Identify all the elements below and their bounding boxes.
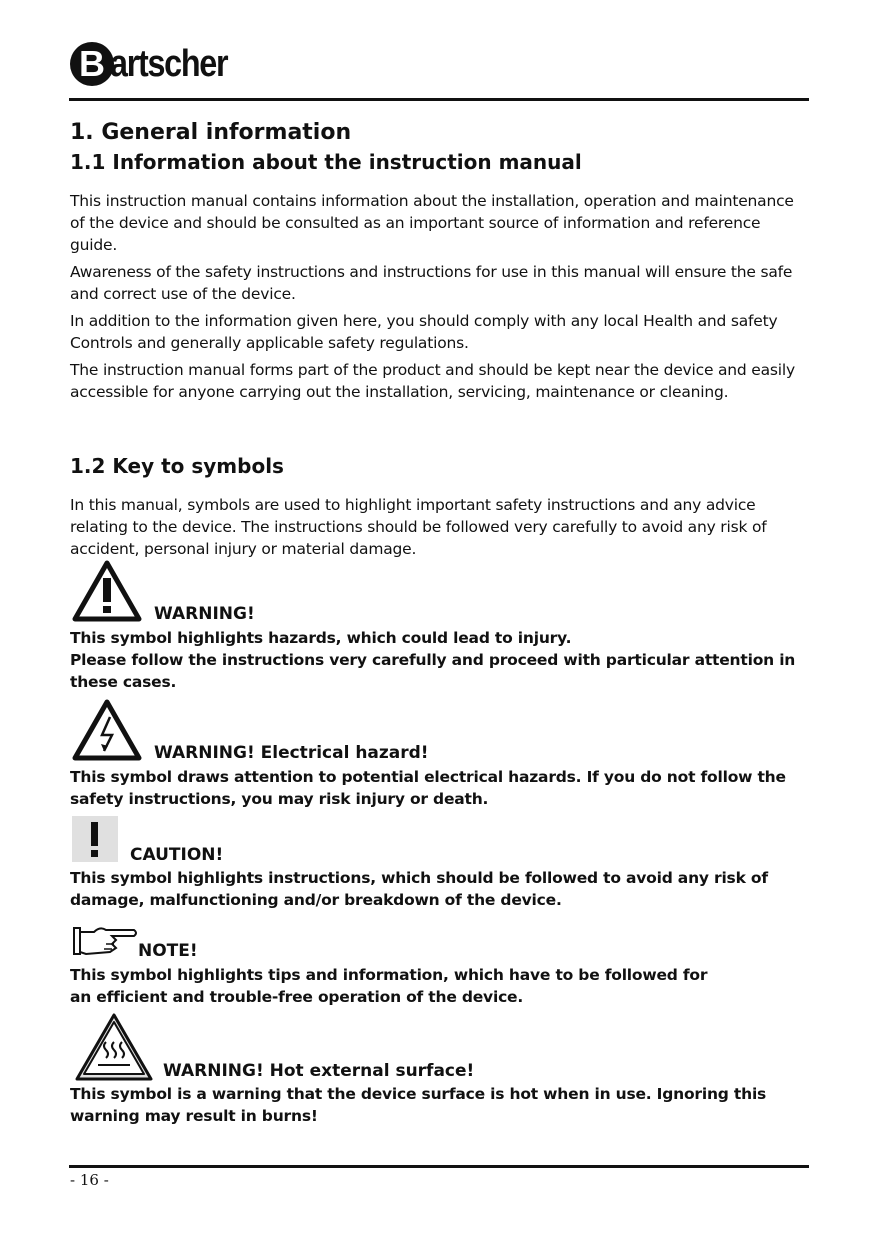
page-number: - 16 - (70, 1171, 109, 1189)
symbol-description: an efficient and trouble-free operation of the device. (70, 988, 524, 1006)
symbol-description: Please follow the instructions very carefully and proceed with particular attention in these cases. (70, 651, 796, 691)
hot-surface-icon (74, 1012, 154, 1082)
paragraph: In this manual, symbols are used to highlight important safety instructions and any advice relating to the device. The instructions should be followed very carefully to avoid any risk of accident, personal injury or material damage. (70, 496, 767, 558)
section-title: 1. General information (70, 120, 352, 145)
symbol-description: This symbol highlights instructions, which should be followed to avoid any risk of damage, malfunctioning and/or breakdown of the device. (70, 869, 768, 909)
brand-logo (70, 34, 248, 94)
symbol-label: WARNING! (154, 604, 255, 624)
symbol-label: WARNING! Electrical hazard! (154, 743, 429, 763)
header-rule (69, 98, 809, 101)
symbol-description: This symbol highlights hazards, which could lead to injury. (70, 629, 572, 647)
symbol-description: This symbol highlights tips and information, which have to be followed for (70, 966, 708, 984)
logo-text: artscher (110, 42, 228, 85)
symbol-description: This symbol draws attention to potential electrical hazards. If you do not follow the safety instructions, you may risk injury or death. (70, 768, 786, 808)
pointing-hand-icon (72, 924, 140, 960)
symbol-label: CAUTION! (130, 845, 224, 865)
caution-exclamation-icon (72, 816, 118, 862)
subsection-title: 1.1 Information about the instruction manual (70, 150, 582, 174)
symbol-description: This symbol is a warning that the device surface is hot when in use. Ignoring this warning may result in burns! (70, 1085, 767, 1125)
electrical-hazard-icon (72, 699, 142, 761)
paragraph: The instruction manual forms part of the product and should be kept near the device and easily accessible for anyone carrying out the installation, servicing, maintenance or cleaning. (70, 361, 795, 401)
paragraph: Awareness of the safety instructions and instructions for use in this manual will ensure the safe and correct use of the device. (70, 263, 793, 303)
paragraph: In addition to the information given here, you should comply with any local Health and safety Controls and generally applicable safety regulations. (70, 312, 778, 352)
paragraph: This instruction manual contains information about the installation, operation and maintenance of the device and should be consulted as an important source of information and reference guide. (70, 192, 794, 254)
warning-triangle-icon (72, 560, 142, 622)
subsection-title: 1.2 Key to symbols (70, 454, 284, 478)
symbol-label: NOTE! (138, 941, 198, 961)
symbol-label: WARNING! Hot external surface! (163, 1061, 475, 1081)
logo-letter: B (70, 42, 114, 86)
footer-rule (69, 1165, 809, 1168)
